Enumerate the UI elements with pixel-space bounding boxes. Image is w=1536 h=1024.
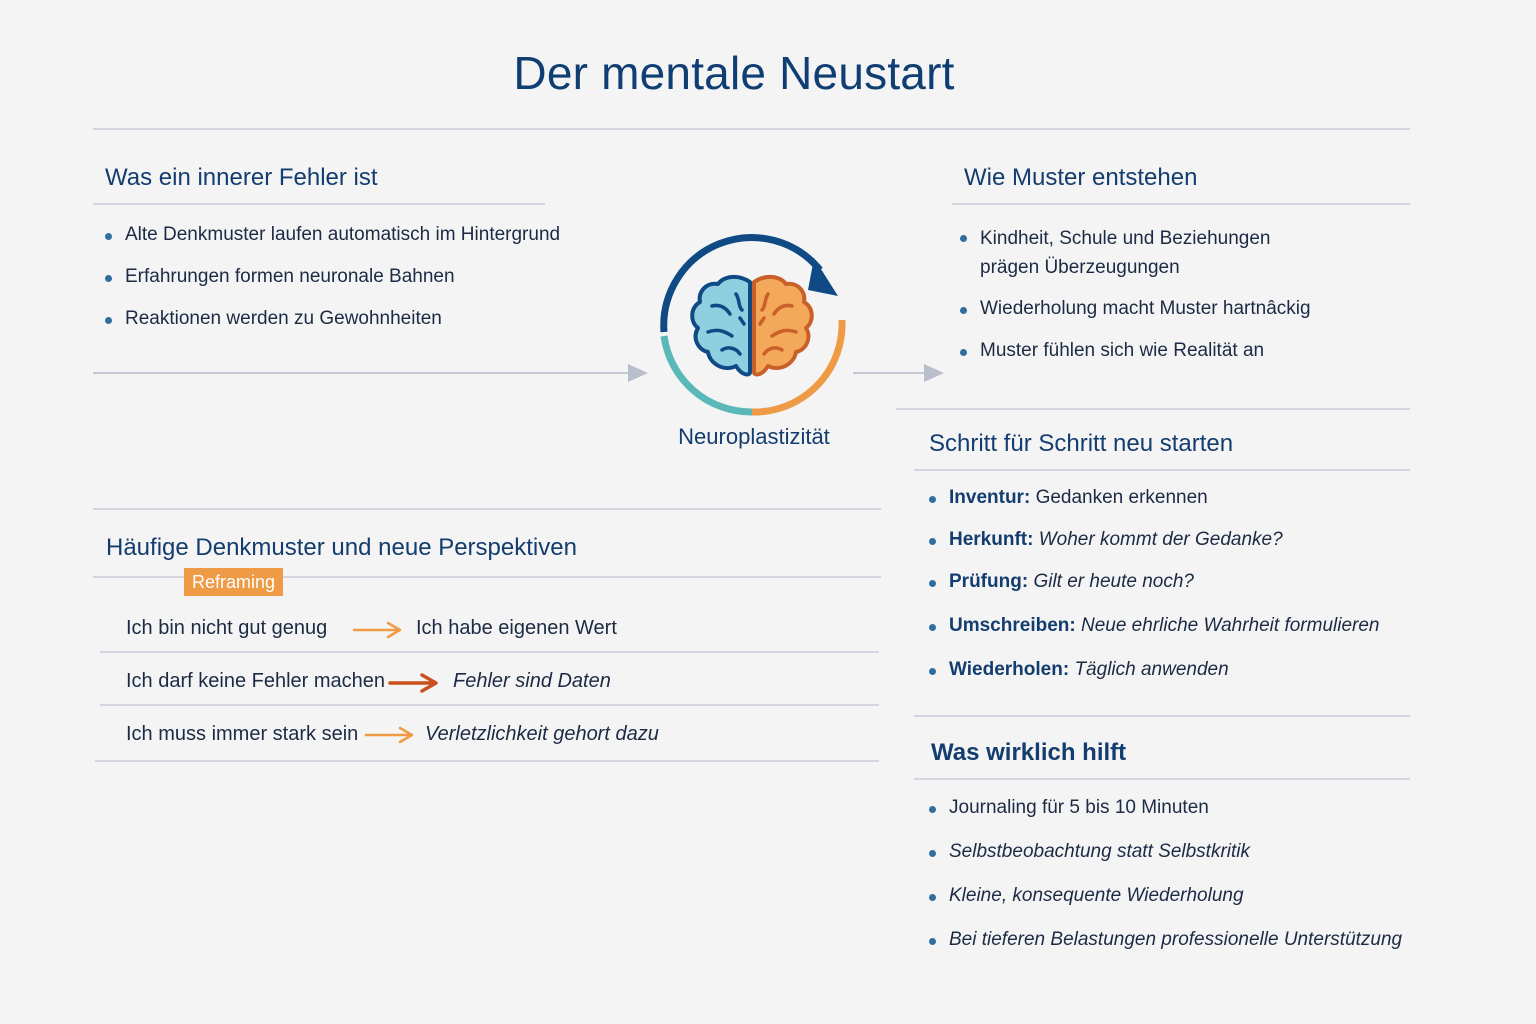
bullet-icon (960, 307, 967, 314)
bullet-icon (929, 938, 936, 945)
helps-list (929, 797, 1402, 951)
list-item: Alte Denkmuster laufen automatisch im Hintergrund (105, 224, 560, 246)
old-thought: Ich muss immer stark sein (126, 723, 359, 745)
reframing-badge: Reframing (184, 568, 283, 596)
new-thought: Verletzlichkeit gehort dazu (425, 723, 659, 745)
list-item: Kindheit, Schule und Beziehungen prägen Überzeugungen (960, 224, 1311, 282)
heading-inner-error-divider (93, 203, 545, 205)
bullet-icon (929, 496, 936, 503)
new-thought: Ich habe eigenen Wert (416, 617, 617, 639)
heading-patterns-origin: Wie Muster entstehen (964, 164, 1198, 191)
old-thought: Ich darf keine Fehler machen (126, 670, 386, 692)
arrow-right-icon (388, 673, 440, 693)
step-item: Herkunft: Woher kommt der Gedanke? (929, 529, 1380, 551)
row-divider (95, 760, 879, 762)
heading-reframing: Häufige Denkmuster und neue Perspektiven (106, 534, 577, 561)
list-item: Selbstbeobachtung statt Selbstkritik (929, 841, 1402, 863)
title-divider (93, 128, 1410, 130)
bullet-icon (929, 580, 936, 587)
heading-helps-divider (914, 778, 1410, 780)
list-item: Bei tieferen Belastungen professionelle Unterstützung (929, 929, 1402, 951)
bullet-icon (960, 235, 967, 242)
heading-helps: Was wirklich hilft (931, 739, 1127, 766)
bullet-icon (929, 624, 936, 631)
step-item: Inventur: Gedanken erkennen (929, 487, 1380, 509)
bullet-icon (929, 850, 936, 857)
bullet-icon (105, 317, 112, 324)
new-thought: Fehler sind Daten (453, 670, 611, 692)
heading-patterns-origin-divider (952, 203, 1410, 205)
list-item: Kleine, konsequente Wiederholung (929, 885, 1402, 907)
arrow-right-icon (364, 726, 416, 744)
list-item: Muster fühlen sich wie Realität an (960, 340, 1311, 362)
list-item: Reaktionen werden zu Gewohnheiten (105, 308, 560, 330)
reframing-top-divider (93, 508, 881, 510)
bullet-icon (929, 894, 936, 901)
bullet-icon (929, 538, 936, 545)
step-item: Wiederholen: Täglich anwenden (929, 659, 1380, 681)
patterns-origin-list (960, 224, 1311, 362)
arrow-right-icon (628, 364, 648, 382)
page-title: Der mentale Neustart (513, 47, 955, 99)
steps-list (929, 487, 1380, 681)
flow-arrow-left-line (93, 372, 633, 374)
row-divider (100, 651, 879, 653)
helps-top-divider (914, 715, 1410, 717)
brain-cycle-icon (652, 232, 852, 418)
neuroplasticity-label: Neuroplastizität (678, 424, 830, 449)
flow-arrow-right-line (853, 372, 929, 374)
row-divider (100, 704, 879, 706)
bullet-icon (960, 349, 967, 356)
list-item: Wiederholung macht Muster hartnâckig (960, 298, 1311, 320)
heading-inner-error: Was ein innerer Fehler ist (105, 164, 378, 191)
bullet-icon (929, 668, 936, 675)
step-item: Umschreiben: Neue ehrliche Wahrheit formulieren (929, 615, 1380, 637)
step-item: Prüfung: Gilt er heute noch? (929, 571, 1380, 593)
list-item: Erfahrungen formen neuronale Bahnen (105, 266, 560, 288)
bullet-icon (105, 275, 112, 282)
arrow-right-icon (924, 364, 944, 382)
old-thought: Ich bin nicht gut genug (126, 617, 328, 639)
steps-top-divider (896, 408, 1410, 410)
bullet-icon (105, 233, 112, 240)
heading-steps: Schritt für Schritt neu starten (929, 430, 1234, 457)
bullet-icon (929, 806, 936, 813)
list-item: Journaling für 5 bis 10 Minuten (929, 797, 1402, 819)
heading-steps-divider (914, 469, 1410, 471)
arrow-right-icon (352, 621, 404, 639)
inner-error-list (105, 224, 560, 330)
